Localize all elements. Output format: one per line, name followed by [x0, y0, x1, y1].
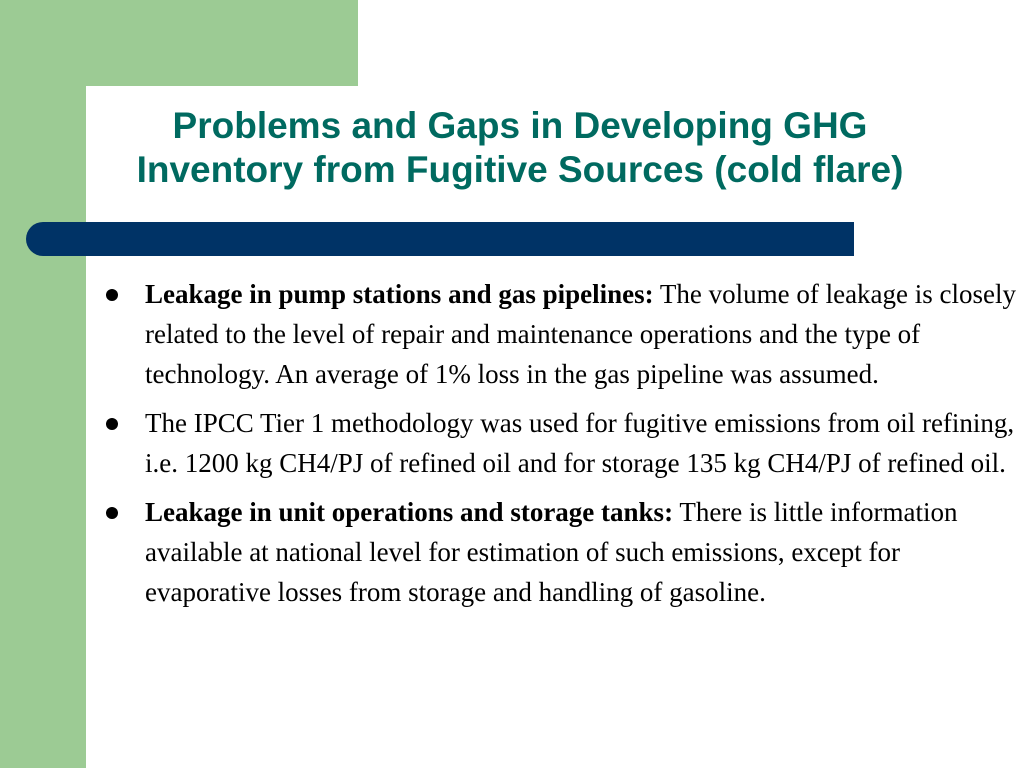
slide-title-line-2: Inventory from Fugitive Sources (cold flare) — [136, 149, 904, 190]
slide-title-line-1: Problems and Gaps in Developing GHG — [172, 105, 868, 146]
slide-title — [40, 104, 1000, 192]
bullet-text: The volume of leakage is closely related to the level of repair and maintenance operations and the type of technology. An average of 1% loss in the gas pipeline was assumed. — [145, 279, 1017, 389]
bullet-dot-icon — [106, 507, 118, 519]
bullet-item-storage-tanks — [104, 492, 1016, 612]
bullet-item-pipelines — [104, 274, 1016, 394]
bullet-lead: Leakage in pump stations and gas pipelines: — [145, 279, 654, 309]
bullet-dot-icon — [106, 289, 118, 301]
bullet-text: The IPCC Tier 1 methodology was used for fugitive emissions from oil refining, i.e. 1200 kg CH4/PJ of refined oil and for storage 135 kg CH4/PJ of refined oil. — [145, 408, 1015, 478]
bullet-dot-icon — [106, 418, 118, 430]
bullet-list — [104, 274, 1016, 621]
bullet-text: There is little information available at national level for estimation of such emissions, except for evaporative losses from storage and handling of gasoline. — [145, 497, 958, 607]
bullet-lead: Leakage in unit operations and storage tanks: — [145, 497, 674, 527]
title-underline-bar — [26, 222, 854, 256]
green-top-band — [0, 0, 358, 86]
bullet-item-ipcc-tier1 — [104, 403, 1016, 483]
